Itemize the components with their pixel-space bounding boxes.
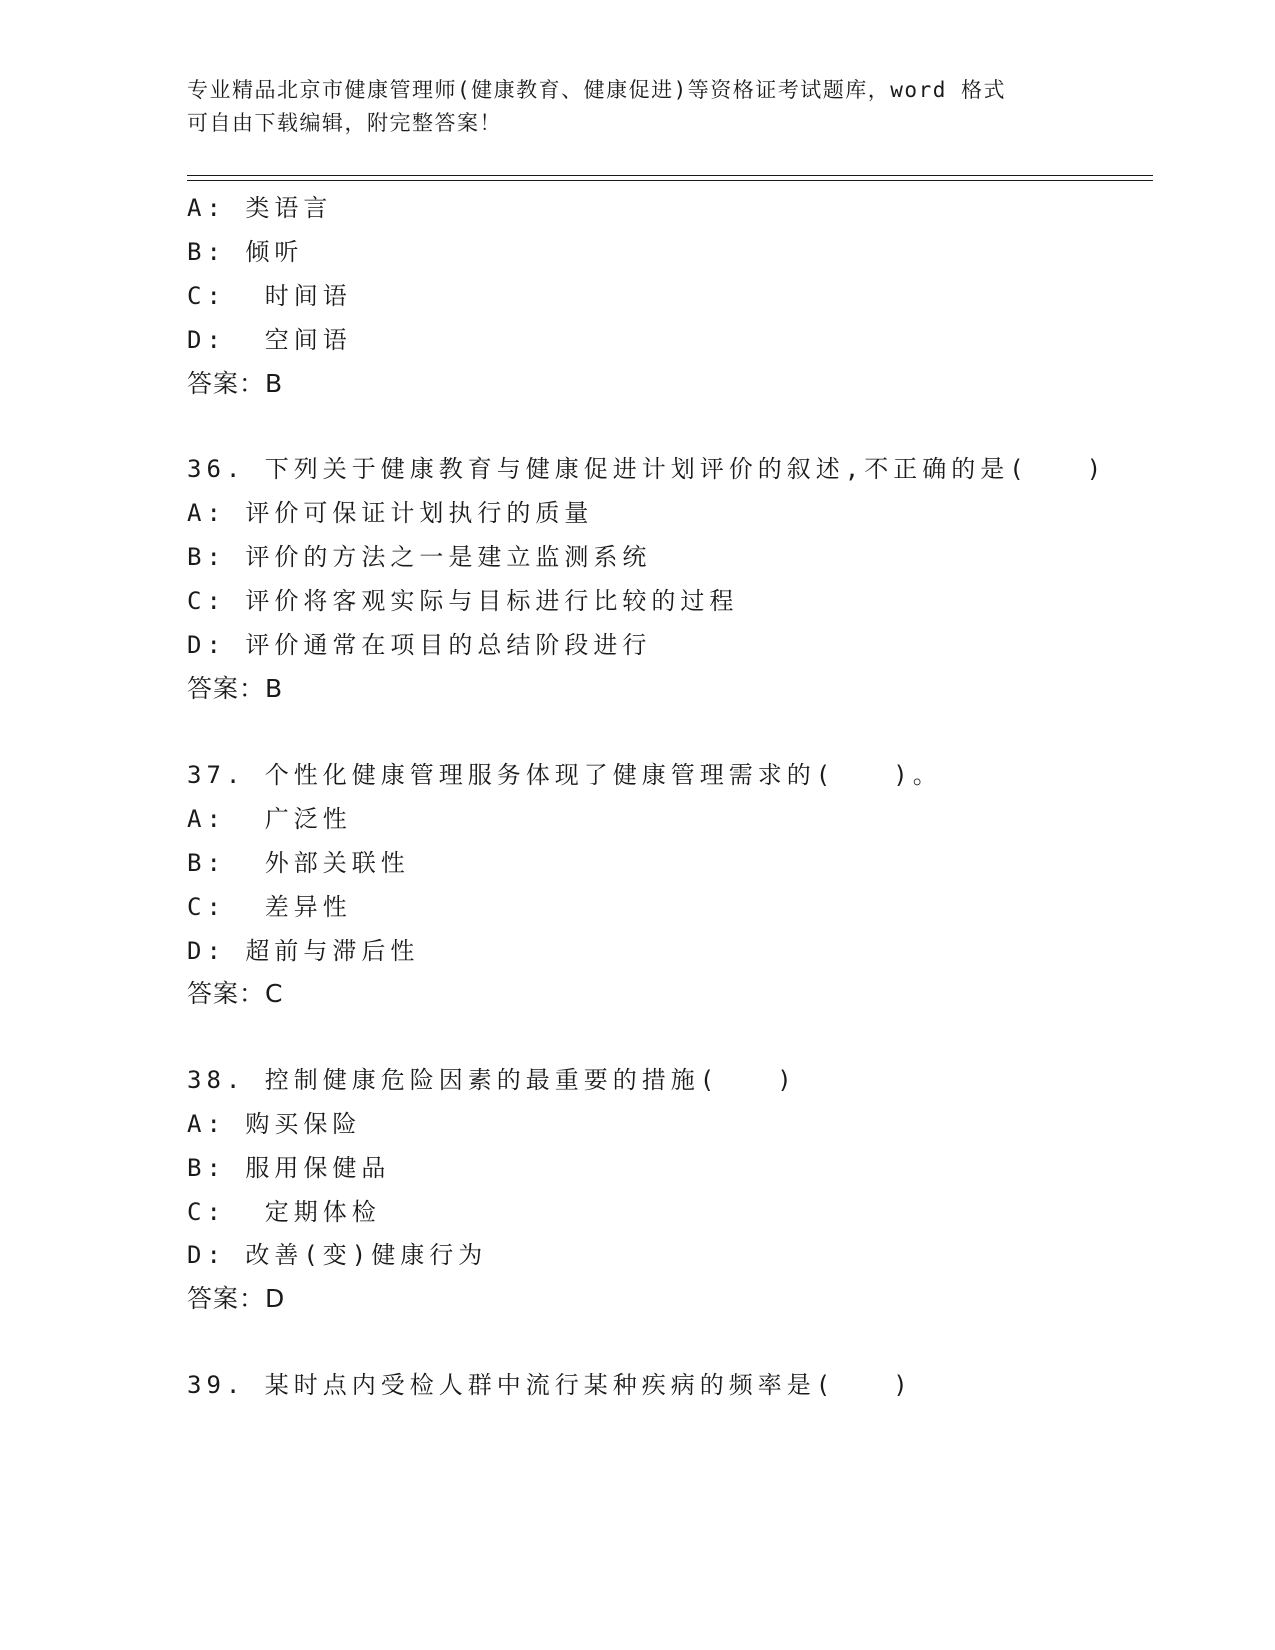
q37-option-d: D: 超前与滞后性: [187, 937, 420, 965]
header-divider-top: [187, 175, 1153, 176]
q38-option-b: B: 服用保健品: [187, 1154, 391, 1182]
q37-option-b: B: 外部关联性: [187, 849, 410, 877]
header-line-1: 专业精品北京市健康管理师(健康教育、健康促进)等资格证考试题库，word 格式: [187, 78, 1006, 102]
q36-option-a: A: 评价可保证计划执行的质量: [187, 499, 594, 527]
q39-stem: 39. 某时点内受检人群中流行某种疾病的频率是( ): [187, 1371, 913, 1399]
q35-option-d: D: 空间语: [187, 326, 352, 354]
header-line-2: 可自由下载编辑，附完整答案！: [187, 111, 502, 135]
q36-stem: 36. 下列关于健康教育与健康促进计划评价的叙述,不正确的是( ): [187, 455, 1107, 483]
q35-option-b: B: 倾听: [187, 238, 304, 266]
q37-option-a: A: 广泛性: [187, 805, 352, 833]
q37-answer: 答案：C: [187, 979, 284, 1008]
q35-option-c: C: 时间语: [187, 282, 352, 310]
q35-answer: 答案：B: [187, 369, 284, 398]
q37-option-c: C: 差异性: [187, 893, 352, 921]
q38-option-a: A: 购买保险: [187, 1110, 362, 1138]
q38-option-d: D: 改善(变)健康行为: [187, 1241, 488, 1269]
q35-option-a: A: 类语言: [187, 194, 333, 222]
q36-option-d: D: 评价通常在项目的总结阶段进行: [187, 631, 652, 659]
q36-option-c: C: 评价将客观实际与目标进行比较的过程: [187, 587, 739, 615]
q36-option-b: B: 评价的方法之一是建立监测系统: [187, 543, 652, 571]
q37-stem: 37. 个性化健康管理服务体现了健康管理需求的( )。: [187, 761, 942, 789]
header-divider-bottom: [187, 180, 1153, 181]
q36-answer: 答案：B: [187, 674, 284, 703]
q38-answer: 答案：D: [187, 1284, 286, 1313]
q38-option-c: C: 定期体检: [187, 1198, 381, 1226]
page-header: [187, 74, 1087, 140]
q38-stem: 38. 控制健康危险因素的最重要的措施( ): [187, 1066, 797, 1094]
